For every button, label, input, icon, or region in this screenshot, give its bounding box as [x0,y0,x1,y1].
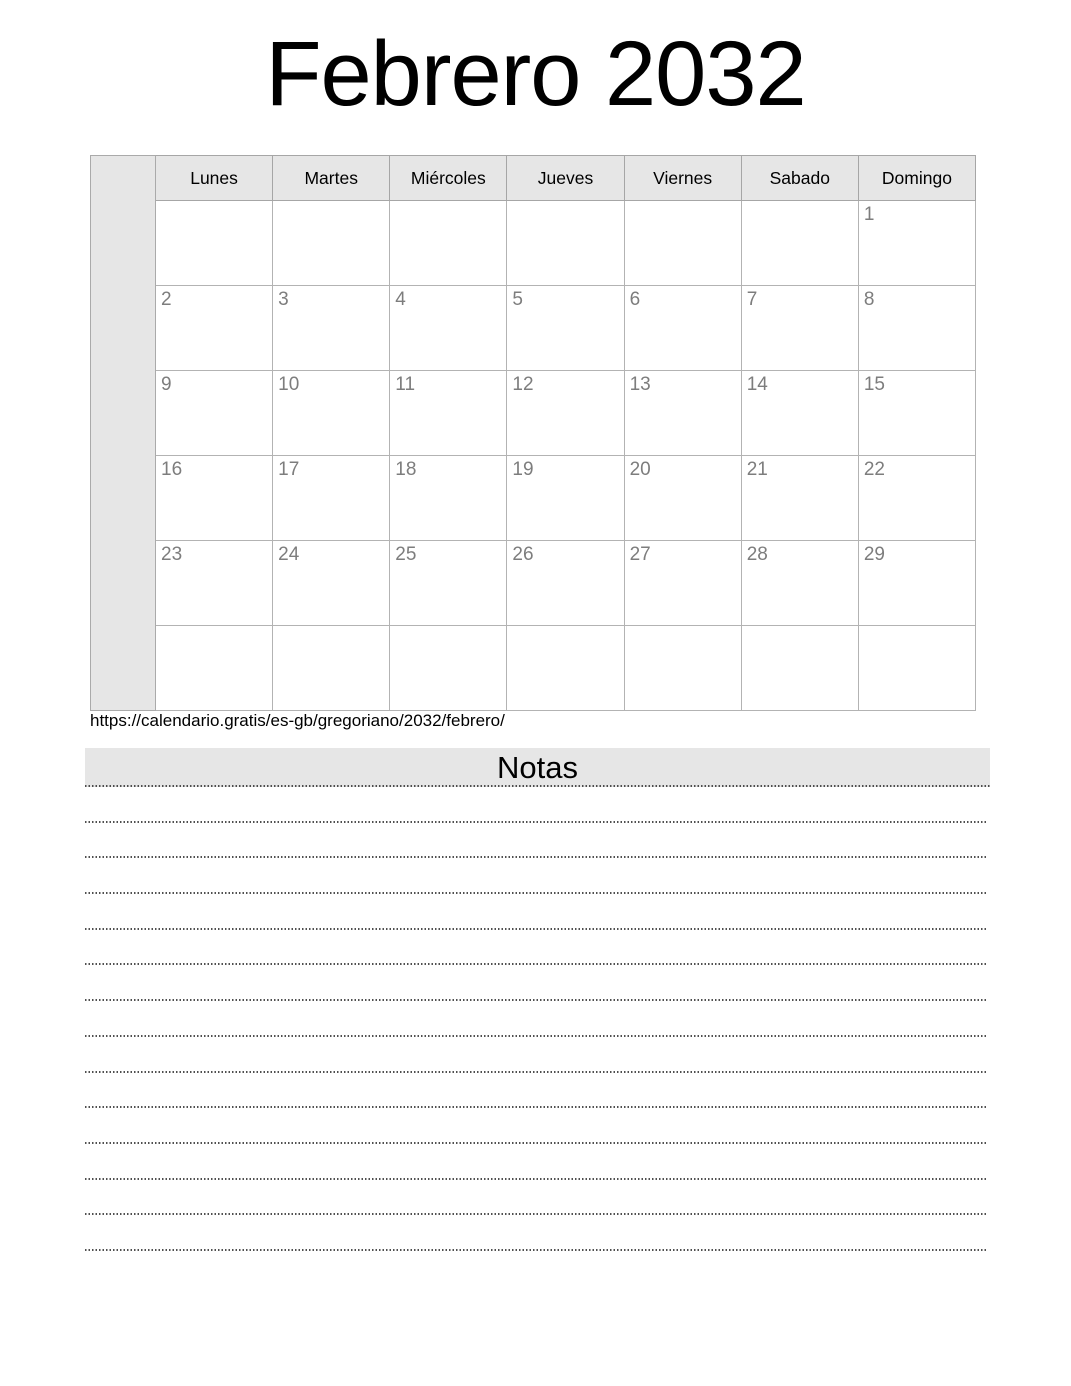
day-cell-11: 11 [390,371,507,456]
day-cell-18: 18 [390,456,507,541]
weekday-header-domingo: Domingo [858,156,975,201]
notes-area[interactable] [85,787,988,1251]
day-cell-4: 4 [390,286,507,371]
source-url-link[interactable]: https://calendario.gratis/es-gb/gregoriano/2032/febrero/ [90,711,505,730]
day-cell-25: 25 [390,541,507,626]
day-cell-14: 14 [741,371,858,456]
day-cell-10: 10 [273,371,390,456]
calendar-week-row [91,371,976,456]
day-cell [390,626,507,711]
day-cell [156,626,273,711]
note-line [85,930,988,966]
note-line [85,787,988,823]
day-cell-15: 15 [858,371,975,456]
day-cell-5: 5 [507,286,624,371]
day-cell [273,201,390,286]
day-cell-17: 17 [273,456,390,541]
calendar-empty-row [91,626,976,711]
page-title: Febrero 2032 [265,23,806,125]
day-cell [624,201,741,286]
note-line [85,858,988,894]
day-cell-24: 24 [273,541,390,626]
calendar-week-row [91,201,976,286]
day-cell-23: 23 [156,541,273,626]
weekday-header-lunes: Lunes [156,156,273,201]
day-cell [858,626,975,711]
day-cell-22: 22 [858,456,975,541]
day-cell-1: 1 [858,201,975,286]
calendar-table [90,155,976,711]
calendar-sidebar [91,156,156,711]
day-cell [741,626,858,711]
day-cell-3: 3 [273,286,390,371]
note-line [85,1108,988,1144]
day-cell-12: 12 [507,371,624,456]
weekday-header-sabado: Sabado [741,156,858,201]
day-cell-26: 26 [507,541,624,626]
calendar-week-row [91,541,976,626]
day-cell-6: 6 [624,286,741,371]
notes-header-label: Notas [497,750,578,785]
day-cell-21: 21 [741,456,858,541]
day-cell [273,626,390,711]
weekday-header-viernes: Viernes [624,156,741,201]
day-cell-9: 9 [156,371,273,456]
day-cell-27: 27 [624,541,741,626]
note-line [85,1144,988,1180]
calendar-week-row [91,456,976,541]
note-line [85,1037,988,1073]
note-line [85,823,988,859]
weekday-header-jueves: Jueves [507,156,624,201]
note-line [85,1180,988,1216]
day-cell [390,201,507,286]
note-line [85,1001,988,1037]
day-cell-20: 20 [624,456,741,541]
day-cell-13: 13 [624,371,741,456]
calendar-week-row [91,286,976,371]
day-cell [741,201,858,286]
day-cell [624,626,741,711]
weekday-header-miercoles: Miércoles [390,156,507,201]
day-cell-19: 19 [507,456,624,541]
day-cell [507,626,624,711]
notes-header-bar [85,748,990,787]
day-cell-16: 16 [156,456,273,541]
day-cell-2: 2 [156,286,273,371]
day-cell-8: 8 [858,286,975,371]
day-cell [507,201,624,286]
day-cell-29: 29 [858,541,975,626]
note-line [85,1215,988,1251]
day-cell-28: 28 [741,541,858,626]
note-line [85,1073,988,1109]
note-line [85,965,988,1001]
weekday-header-martes: Martes [273,156,390,201]
day-cell-7: 7 [741,286,858,371]
note-line [85,894,988,930]
day-cell [156,201,273,286]
weekday-header-row [91,156,976,201]
